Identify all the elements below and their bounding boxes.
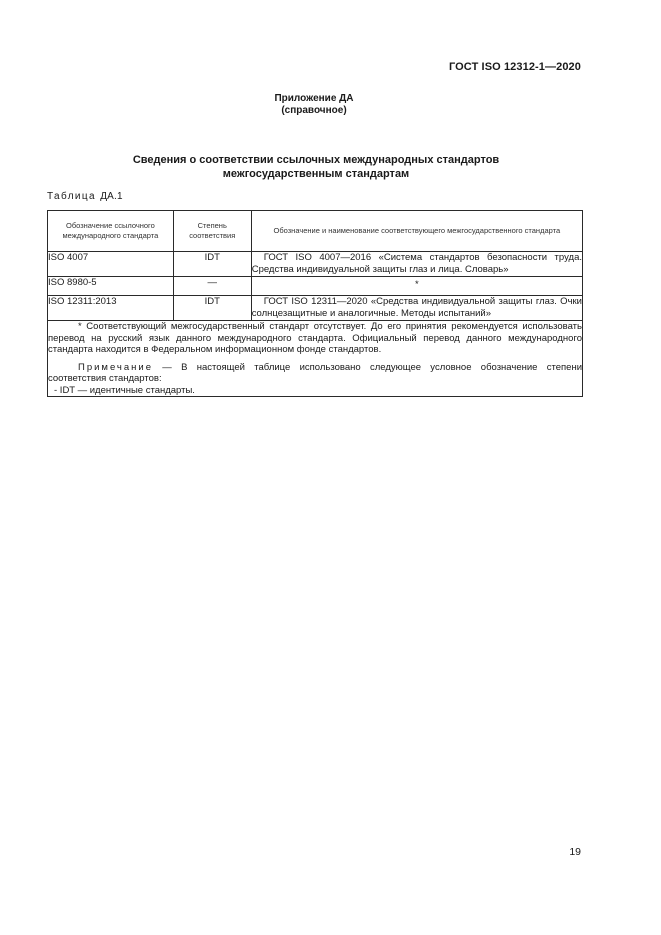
correspondence-table	[47, 210, 583, 397]
standard-header: ГОСТ ISO 12312-1—2020	[448, 61, 581, 73]
note-label: Примечание	[78, 361, 153, 373]
cell-name: ГОСТ ISO 4007—2016 «Система стандартов безопасности труда. Средства индивидуальной защиты глаз и лица. Словарь»	[251, 252, 582, 275]
table-notes	[48, 321, 583, 397]
page-number: 19	[569, 846, 581, 858]
cell-degree: —	[173, 277, 251, 296]
annex-type: (справочное)	[281, 105, 347, 116]
note-item: - IDT — идентичные стандарты.	[54, 384, 195, 396]
table-footnote: * Соответствующий межгосударственный стандарт отсутствует. До его принятия рекомендуется использовать перевод на русский язык данного международного стандарта. Официальный перевод данного международного стандарта находится в Федеральном информационном фонде стандартов.	[48, 321, 582, 355]
cell-code: ISO 4007	[48, 252, 174, 277]
cell-degree: IDT	[173, 296, 251, 321]
table-row	[48, 296, 583, 321]
table-row	[48, 277, 583, 296]
table-note	[48, 362, 582, 385]
section-title-line2: межгосударственным стандартам	[222, 168, 410, 180]
section-title-line1: Сведения о соответствии ссылочных международных стандартов	[132, 154, 500, 166]
table-notes-row	[48, 321, 583, 397]
header-degree: Степень соответствия	[173, 211, 251, 252]
cell-code: ISO 8980-5	[48, 277, 174, 296]
header-interstate-standard: Обозначение и наименование соответствующего межгосударственного стандарта	[251, 211, 582, 252]
header-international-standard: Обозначение ссылочного международного стандарта	[48, 211, 174, 252]
annex-title: Приложение ДА	[274, 93, 354, 104]
table-caption-number: ДА.1	[100, 191, 123, 202]
table-header-row	[48, 211, 583, 252]
table-caption-label: Таблица	[47, 191, 97, 202]
cell-name: ГОСТ ISO 12311—2020 «Средства индивидуальной защиты глаз. Очки солнцезащитные и аналогичные. Методы испытаний»	[251, 296, 582, 319]
section-title	[0, 153, 632, 181]
cell-code: ISO 12311:2013	[48, 296, 174, 321]
table-caption	[47, 191, 123, 202]
cell-name: *	[251, 277, 582, 296]
note-text: — В настоящей таблице использовано следующее условное обозначение степени соответствия стандартов:	[48, 361, 582, 384]
table-row	[48, 252, 583, 277]
cell-degree: IDT	[173, 252, 251, 277]
annex-heading	[0, 93, 628, 117]
